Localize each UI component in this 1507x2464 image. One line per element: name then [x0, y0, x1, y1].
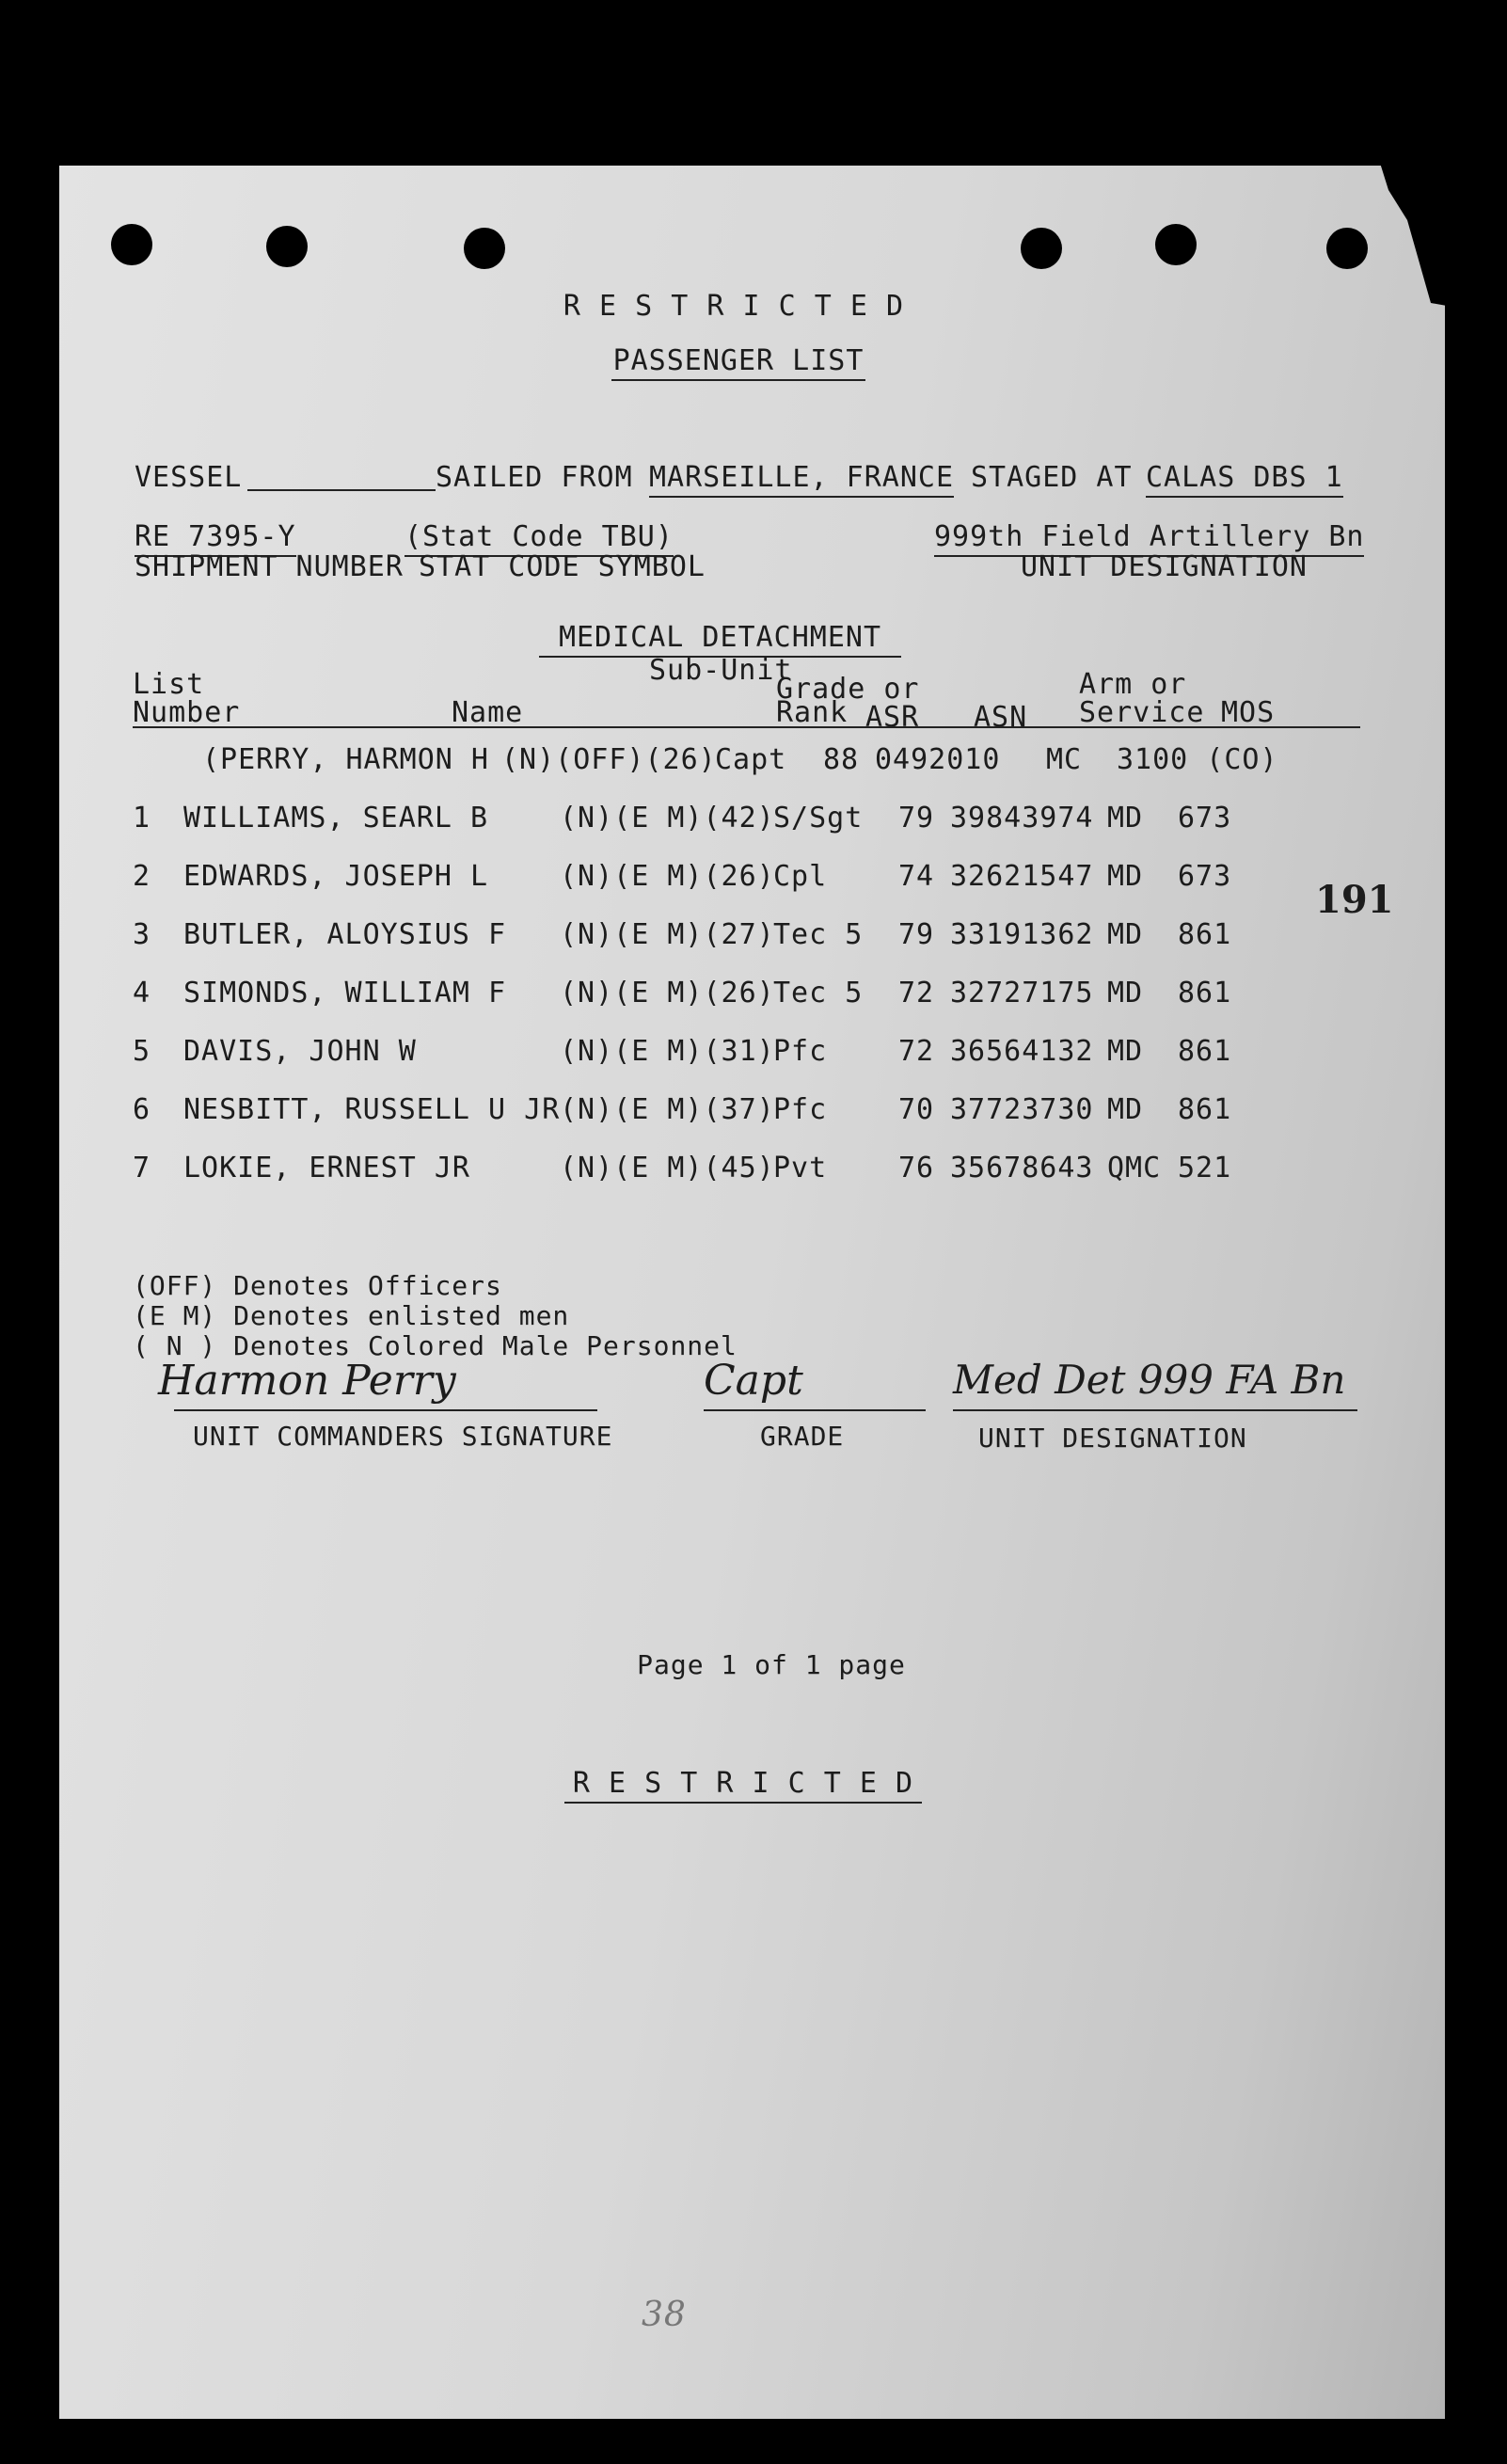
- row-arm: MD: [1107, 1093, 1144, 1126]
- row-asn: 33191362: [950, 918, 1094, 951]
- col-service: Service: [1079, 696, 1205, 729]
- row-asn: 39843974: [950, 802, 1094, 835]
- shipment-number: RE 7395-Y: [135, 520, 296, 557]
- page-stamp-number: 191: [1315, 878, 1394, 922]
- grade-signature: Capt: [704, 1357, 803, 1405]
- row-asn: 36564132: [950, 1035, 1094, 1068]
- row-name: WILLIAMS, SEARL B: [183, 802, 489, 835]
- row-mos: 861: [1178, 1093, 1232, 1126]
- row-asr: 70: [898, 1093, 935, 1126]
- signature-line: [174, 1409, 597, 1411]
- col-rank: Rank: [776, 696, 849, 729]
- col-number: Number: [133, 696, 241, 729]
- row-asr: 76: [898, 1152, 935, 1184]
- row-asn: 32727175: [950, 977, 1094, 1009]
- commander-signature-label: UNIT COMMANDERS SIGNATURE: [193, 1421, 613, 1452]
- col-asn: ASN: [974, 701, 1028, 734]
- col-asr: ASR: [865, 701, 920, 734]
- commander-signature: Harmon Perry: [158, 1357, 456, 1405]
- header-rule: [133, 726, 1360, 728]
- row-asr: 79: [898, 802, 935, 835]
- punch-hole-icon: [1021, 228, 1062, 269]
- col-name: Name: [452, 696, 524, 729]
- sailed-label: SAILED FROM: [436, 461, 633, 494]
- col-mos: MOS: [1221, 696, 1276, 729]
- bottom-restricted: R E S T R I C T E D: [564, 1767, 922, 1804]
- sub-unit-label: Sub-Unit: [649, 654, 793, 687]
- row-name: NESBITT, RUSSELL U JR: [183, 1093, 561, 1126]
- row-mos: 861: [1178, 1035, 1232, 1068]
- row-grade: Pvt: [773, 1152, 828, 1184]
- row-number: 2: [133, 860, 151, 893]
- staged-value: CALAS DBS 1: [1146, 461, 1343, 498]
- vessel-line: [247, 489, 436, 491]
- punch-hole-icon: [1326, 228, 1368, 269]
- col-grade: Grade or: [776, 673, 920, 706]
- row-grade: Capt: [715, 743, 787, 776]
- legend-item: ( N ) Denotes Colored Male Personnel: [133, 1330, 738, 1361]
- table-row: [0, 860, 1386, 898]
- legend-item: (OFF) Denotes Officers: [133, 1270, 502, 1301]
- row-arm: MC: [1046, 743, 1083, 776]
- row-codes: (N)(E M)(31): [560, 1035, 775, 1068]
- row-number: 6: [133, 1093, 151, 1126]
- row-grade: Pfc: [773, 1035, 828, 1068]
- row-name: SIMONDS, WILLIAM F: [183, 977, 507, 1009]
- row-codes: (N)(E M)(27): [560, 918, 775, 951]
- row-name: LOKIE, ERNEST JR: [183, 1152, 470, 1184]
- row-codes: (N)(E M)(26): [560, 860, 775, 893]
- col-list: List: [133, 668, 205, 701]
- row-codes: (N)(E M)(42): [560, 802, 775, 835]
- row-mos: 861: [1178, 918, 1232, 951]
- ink-speck: [851, 36, 857, 45]
- row-mos: 521: [1178, 1152, 1232, 1184]
- row-grade: Cpl: [773, 860, 828, 893]
- row-asn: 35678643: [950, 1152, 1094, 1184]
- row-number: 1: [133, 802, 151, 835]
- punch-hole-icon: [111, 224, 152, 265]
- row-asr: 88: [823, 743, 860, 776]
- row-mos: 673: [1178, 802, 1232, 835]
- vessel-label: VESSEL: [135, 461, 243, 494]
- table-row: [0, 1093, 1386, 1131]
- legend-item: (E M) Denotes enlisted men: [133, 1300, 570, 1331]
- row-arm: MD: [1107, 918, 1144, 951]
- row-mos: 673: [1178, 860, 1232, 893]
- row-number: 5: [133, 1035, 151, 1068]
- row-asr: 72: [898, 1035, 935, 1068]
- row-asr: 72: [898, 977, 935, 1009]
- row-grade: S/Sgt: [773, 802, 864, 835]
- row-codes: (N)(E M)(26): [560, 977, 775, 1009]
- table-row: [0, 743, 1386, 781]
- row-asr: 79: [898, 918, 935, 951]
- row-arm: MD: [1107, 977, 1144, 1009]
- row-grade: Tec 5: [773, 918, 864, 951]
- unit-signature: Med Det 999 FA Bn: [953, 1357, 1346, 1403]
- row-asn: 0492010: [875, 743, 1001, 776]
- row-asr: 74: [898, 860, 935, 893]
- punch-hole-icon: [266, 226, 308, 267]
- row-number: 3: [133, 918, 151, 951]
- row-arm: MD: [1107, 1035, 1144, 1068]
- row-name: EDWARDS, JOSEPH L: [183, 860, 489, 893]
- row-number: 4: [133, 977, 151, 1009]
- page-number: Page 1 of 1 page: [637, 1649, 906, 1680]
- row-arm: MD: [1107, 802, 1144, 835]
- document-title: PASSENGER LIST: [611, 344, 865, 381]
- row-name: (PERRY, HARMON H: [202, 743, 489, 776]
- unit-signature-label: UNIT DESIGNATION: [978, 1423, 1247, 1454]
- row-arm: MD: [1107, 860, 1144, 893]
- row-grade: Tec 5: [773, 977, 864, 1009]
- staged-label: STAGED AT: [971, 461, 1133, 494]
- sailed-value: MARSEILLE, FRANCE: [649, 461, 954, 498]
- punch-hole-icon: [464, 228, 505, 269]
- table-row: [0, 918, 1386, 956]
- row-grade: Pfc: [773, 1093, 828, 1126]
- row-mos: 3100 (CO): [1117, 743, 1278, 776]
- detachment-title: MEDICAL DETACHMENT: [539, 621, 901, 658]
- row-asn: 32621547: [950, 860, 1094, 893]
- pencil-mark: 38: [642, 2296, 687, 2334]
- shipment-label: SHIPMENT NUMBER: [135, 550, 404, 583]
- row-name: DAVIS, JOHN W: [183, 1035, 417, 1068]
- row-mos: 861: [1178, 977, 1232, 1009]
- row-codes: (N)(OFF)(26): [501, 743, 717, 776]
- table-row: [0, 977, 1386, 1014]
- row-codes: (N)(E M)(45): [560, 1152, 775, 1184]
- table-row: [0, 1035, 1386, 1073]
- top-restricted: R E S T R I C T E D: [563, 290, 905, 323]
- row-asn: 37723730: [950, 1093, 1094, 1126]
- row-codes: (N)(E M)(37): [560, 1093, 775, 1126]
- col-arm: Arm or: [1079, 668, 1187, 701]
- unit-designation: 999th Field Artillery Bn: [934, 520, 1364, 557]
- table-row: [0, 802, 1386, 839]
- stat-code: (Stat Code TBU): [405, 520, 674, 557]
- table-row: [0, 1152, 1386, 1189]
- grade-label: GRADE: [760, 1421, 845, 1452]
- row-number: 7: [133, 1152, 151, 1184]
- stat-code-label: STAT CODE SYMBOL: [419, 550, 706, 583]
- punch-hole-icon: [1155, 224, 1197, 265]
- row-name: BUTLER, ALOYSIUS F: [183, 918, 507, 951]
- unit-line: [953, 1409, 1357, 1411]
- unit-designation-label: UNIT DESIGNATION: [1021, 550, 1308, 583]
- row-arm: QMC: [1107, 1152, 1162, 1184]
- grade-line: [704, 1409, 926, 1411]
